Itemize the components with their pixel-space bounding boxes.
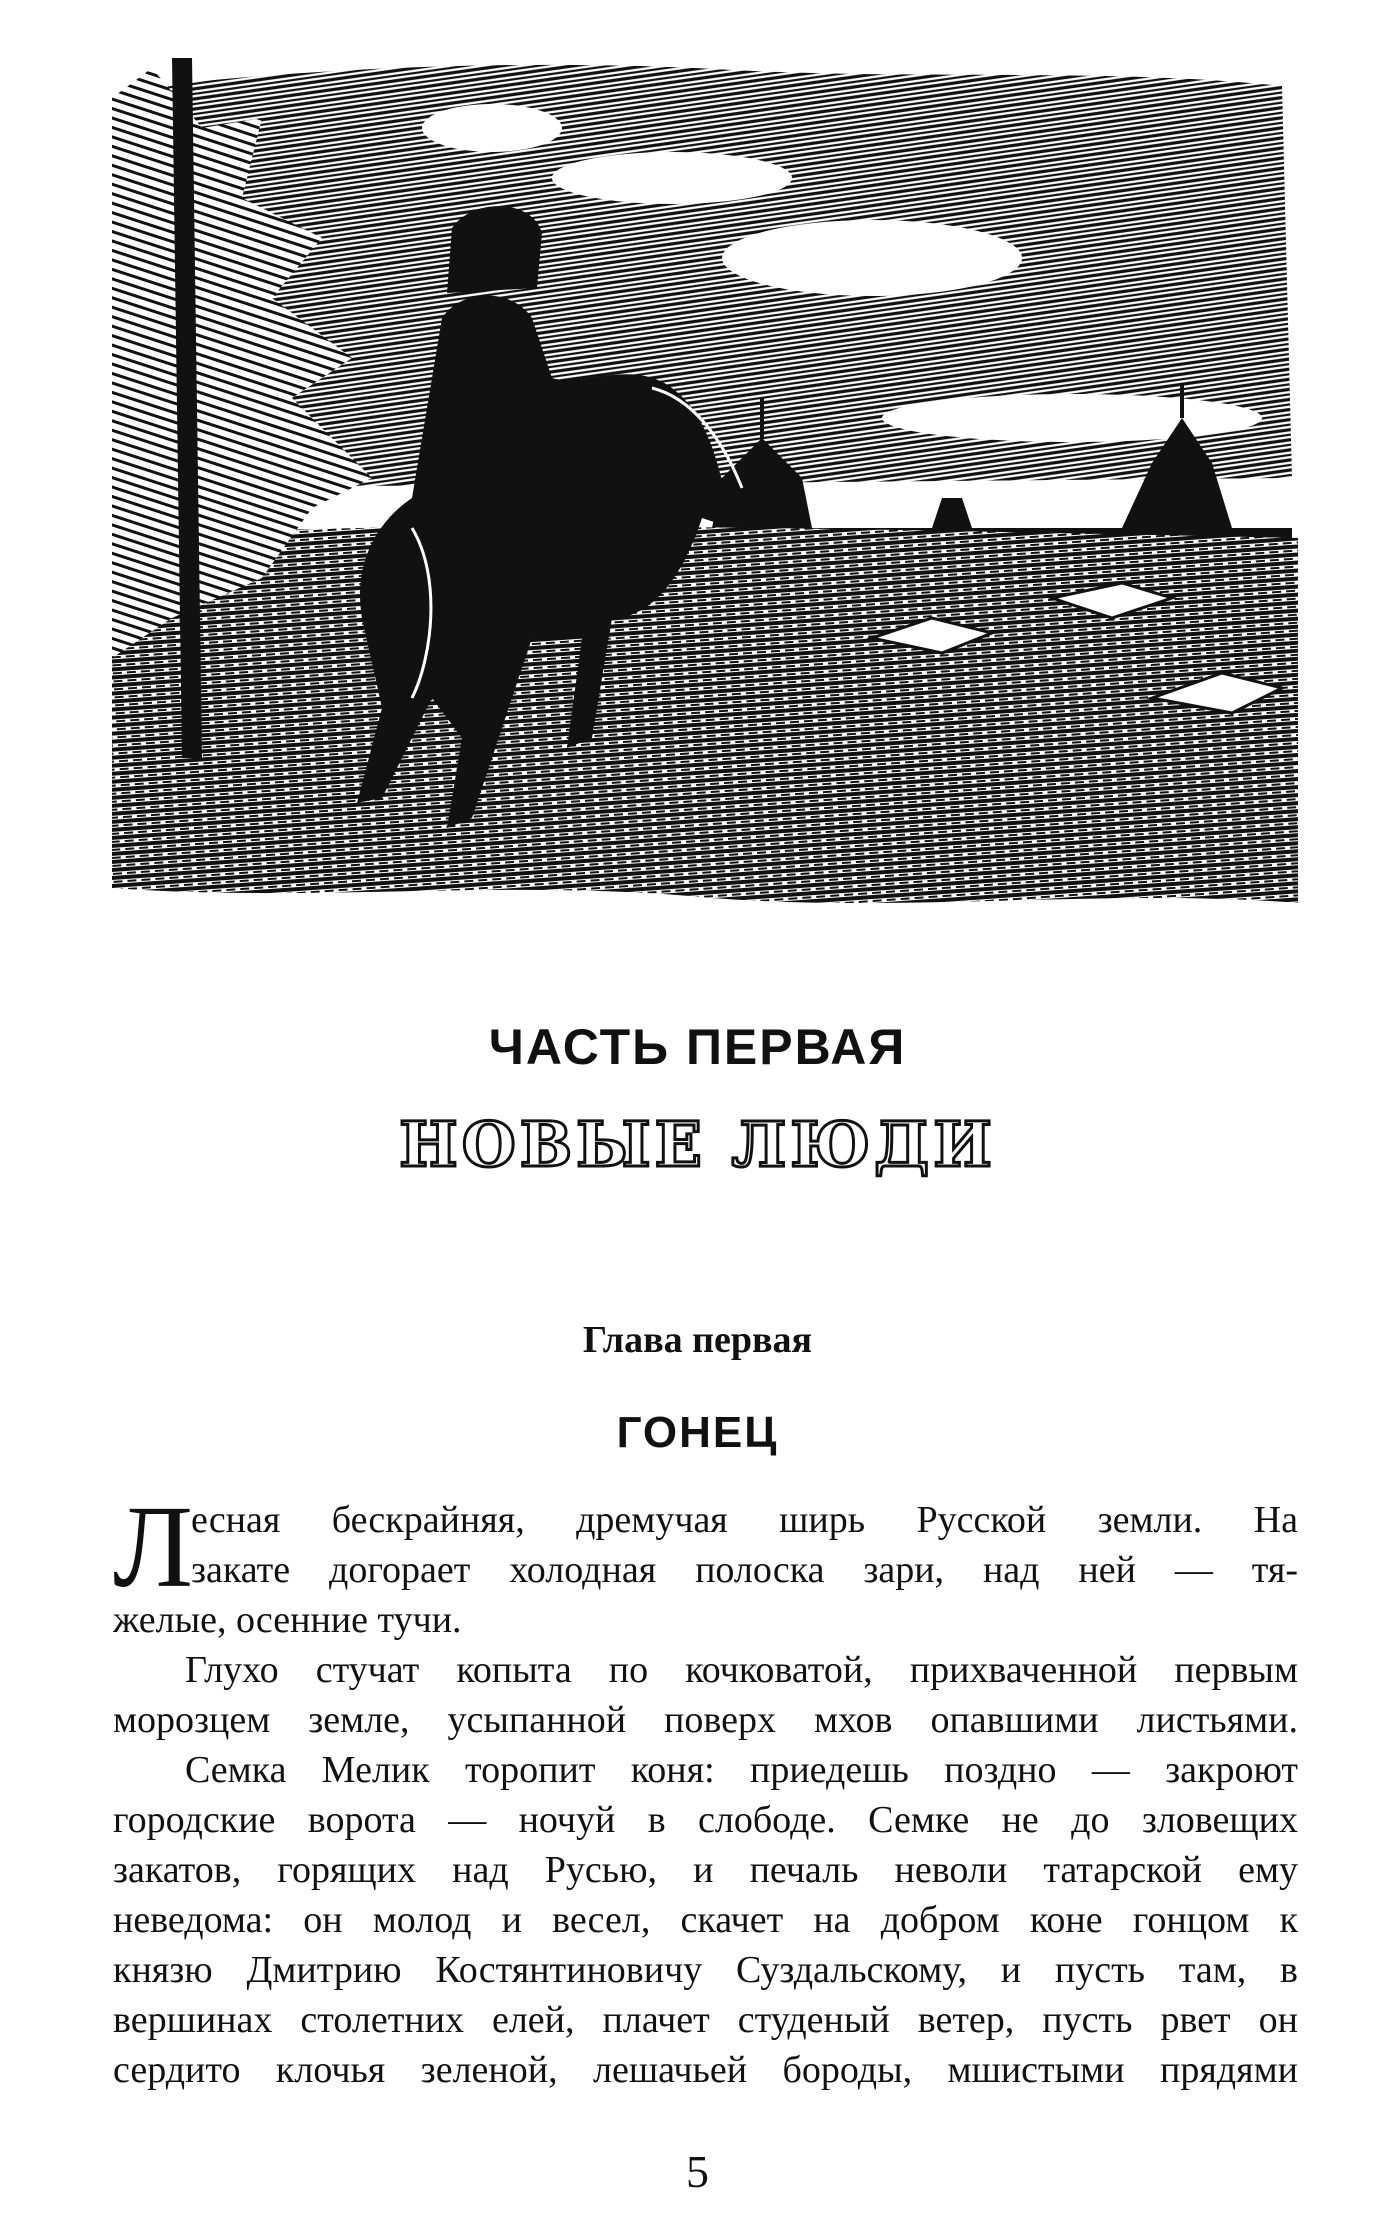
text-line: есная бескрайняя, дремучая ширь Русской земли. На [191,1499,1298,1541]
chapter-title: ГОНЕЦ [616,1408,779,1457]
text-line: неведома: он молод и весел, скачет на добром коне гонцом к [113,1899,1298,1941]
text-line: городские ворота — ночуй в слободе. Семке не до зловещих [113,1799,1298,1841]
part-title: ЧАСТЬ ПЕРВАЯ [488,1019,907,1075]
text-line: сердито клочья зеленой, лешачьей бороды, мшистыми прядями [113,2049,1298,2091]
chapter-label: Глава первая [582,1319,813,1361]
text-line: закате догорает холодная полоска зари, над ней — тя- [191,1549,1298,1591]
body-text [113,1481,1298,2095]
text-line: морозцем земле, усыпанной поверх мхов опавшими листьями. [113,1699,1298,1741]
text-line: вершинах столетних елей, плачет студеный ветер, пусть рвет он [113,1999,1298,2041]
drop-cap: Л [113,1481,194,1612]
part-subtitle: НОВЫЕ ЛЮДИ [399,1108,996,1181]
text-line: князю Дмитрию Костянтиновичу Суздальскому, и пусть там, в [113,1949,1298,1991]
page-number: 5 [686,2146,709,2197]
text-line: Глухо стучат копыта по кочковатой, прихваченной первым [185,1649,1298,1691]
text-line: Семка Мелик торопит коня: приедешь поздно — закроют [185,1749,1298,1791]
text-line: закатов, горящих над Русью, и печаль неволи татарской ему [113,1849,1298,1891]
engraving-illustration [112,58,1298,912]
text-line: желые, осенние тучи. [113,1599,462,1641]
